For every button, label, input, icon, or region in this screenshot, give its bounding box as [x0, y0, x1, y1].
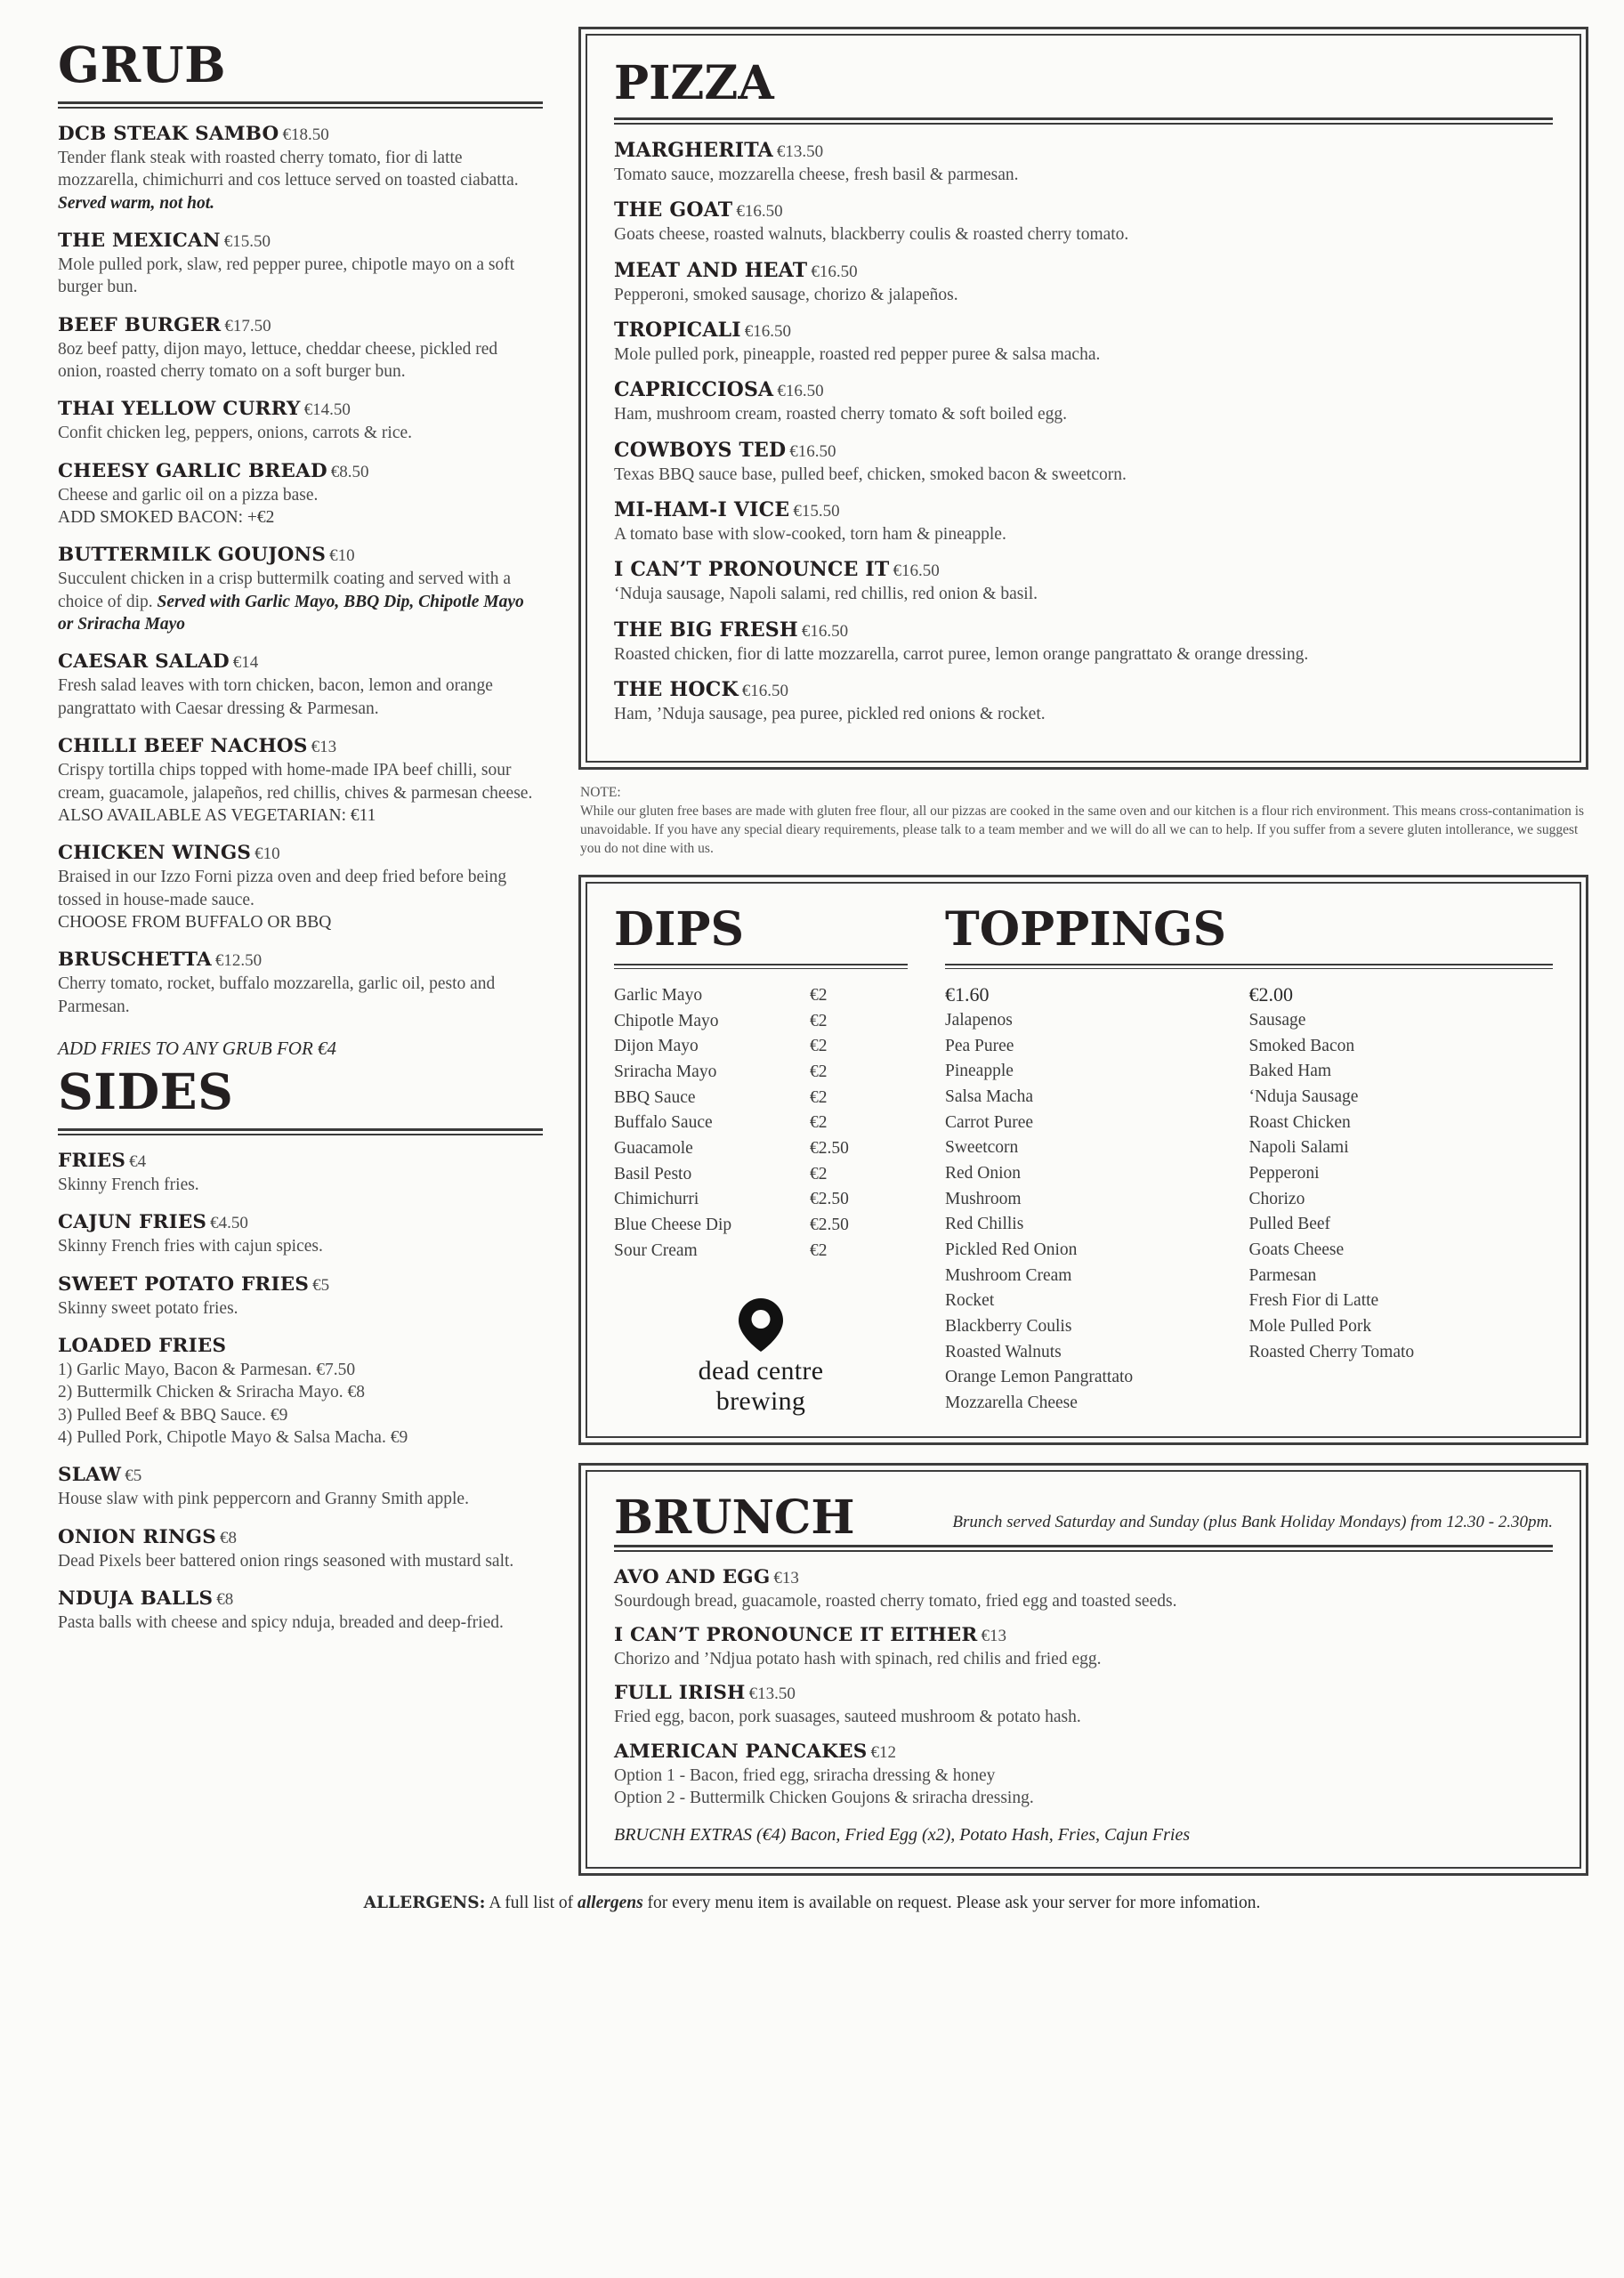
menu-item — [58, 460, 543, 529]
topping-item: Mushroom Cream — [945, 1265, 1072, 1285]
menu-item-description: A tomato base with slow-cooked, torn ham & pineapple. — [614, 525, 1006, 545]
menu-item-description: Cherry tomato, rocket, buffalo mozzarella, garlic oil, pesto and Parmesan. — [58, 974, 496, 1016]
dip-name: Dijon Mayo — [614, 1037, 699, 1056]
menu-item — [58, 1273, 543, 1320]
brunch-box-inner — [586, 1470, 1581, 1870]
menu-item — [58, 949, 543, 1018]
sides-divider — [58, 1128, 543, 1135]
menu-item-price: €16.50 — [801, 621, 849, 641]
allergens-label: ALLERGENS: — [363, 1894, 486, 1913]
menu-item-price: €8 — [216, 1590, 234, 1609]
menu-item — [614, 498, 1553, 545]
map-pin-icon — [737, 1297, 785, 1353]
menu-item-name: I CAN’T PRONOUNCE IT — [614, 558, 890, 582]
menu-item-price: €16.50 — [741, 682, 789, 701]
menu-item-price: €15.50 — [793, 502, 840, 521]
menu-item-name: AVO AND EGG — [614, 1565, 771, 1588]
logo-line-1: dead centre — [698, 1356, 824, 1386]
menu-item-name: TROPICALI — [614, 319, 741, 343]
menu-item-title-line — [614, 198, 1553, 222]
topping-item: Red Onion — [945, 1164, 1022, 1183]
topping-item: Pickled Red Onion — [945, 1240, 1078, 1260]
menu-item-description: Chorizo and ’Ndjua potato hash with spinach, red chilis and fried egg. — [614, 1649, 1102, 1668]
menu-item — [614, 198, 1553, 246]
toppings-tier-1 — [945, 983, 1249, 1417]
menu-item-name: THE MEXICAN — [58, 230, 221, 253]
dip-price: €2 — [810, 1113, 828, 1133]
dip-row — [614, 1162, 908, 1188]
toppings-price-1: €1.60 — [945, 983, 990, 1006]
topping-item: Smoked Bacon — [1248, 1036, 1355, 1055]
menu-item-name: FULL IRISH — [614, 1682, 746, 1705]
toppings-subcolumns — [945, 983, 1553, 1417]
topping-item: Baked Ham — [1248, 1062, 1332, 1081]
menu-item — [58, 842, 543, 933]
toppings-tier-2 — [1249, 983, 1554, 1417]
menu-item-name: DCB STEAK SAMBO — [58, 123, 279, 145]
menu-item — [614, 618, 1553, 666]
toppings-heading: TOPPINGS — [945, 902, 1227, 957]
menu-item — [58, 1150, 543, 1196]
dip-name: BBQ Sauce — [614, 1087, 696, 1107]
menu-item-title-line — [58, 650, 543, 673]
menu-item-price: €12.50 — [214, 951, 263, 971]
menu-item-title-line — [614, 139, 1553, 162]
menu-item-name: LOADED FRIES — [58, 1334, 227, 1357]
dip-row — [614, 1111, 908, 1136]
pizza-divider — [614, 117, 1553, 125]
brunch-box — [578, 1463, 1588, 1877]
menu-item-title-line — [58, 1335, 543, 1357]
menu-item-description: Tender flank steak with roasted cherry tomato, fior di latte mozzarella, chimichurri and cos lettuce served on toasted ciabatta. Served warm, not hot. — [58, 149, 519, 213]
menu-item — [614, 378, 1553, 425]
dip-price: €2 — [810, 986, 828, 1006]
brunch-heading: BRUNCH — [614, 1490, 855, 1545]
menu-item — [58, 123, 543, 214]
right-column — [570, 27, 1588, 1876]
dip-row — [614, 1187, 908, 1213]
dips-toppings-columns — [614, 902, 1553, 1417]
menu-item-price: €16.50 — [811, 262, 858, 281]
topping-item: Rocket — [945, 1291, 995, 1311]
menu-item-name: BEEF BURGER — [58, 313, 222, 336]
menu-item — [614, 1682, 1553, 1728]
topping-item: Roasted Walnuts — [945, 1342, 1062, 1361]
menu-item — [58, 1526, 543, 1572]
dip-price: €2 — [810, 1240, 828, 1260]
topping-item: Pineapple — [945, 1062, 1014, 1081]
menu-item — [614, 558, 1553, 605]
menu-item-name: THE HOCK — [614, 678, 739, 702]
dip-price: €2.50 — [810, 1139, 849, 1159]
menu-item-name: ONION RINGS — [58, 1525, 216, 1548]
menu-columns — [36, 27, 1588, 1876]
topping-item: Sweetcorn — [945, 1138, 1019, 1158]
brewery-logo — [614, 1297, 908, 1416]
menu-item — [614, 1566, 1553, 1612]
left-column — [36, 27, 570, 1876]
menu-item — [58, 230, 543, 299]
brunch-header-row — [614, 1490, 1553, 1545]
menu-item-title-line — [614, 439, 1553, 462]
topping-item: Sausage — [1248, 1011, 1306, 1030]
menu-item-name: CHICKEN WINGS — [58, 842, 252, 865]
menu-item-description: Goats cheese, roasted walnuts, blackberry coulis & roasted cherry tomato. — [614, 225, 1129, 245]
topping-item: Parmesan — [1248, 1265, 1317, 1285]
topping-item: Jalapenos — [945, 1011, 1013, 1030]
menu-item-description: Succulent chicken in a crisp buttermilk coating and served with a choice of dip. Served with Garlic Mayo, BBQ Dip, Chipotle Mayo or Sriracha Mayo — [58, 570, 524, 634]
topping-item: Goats Cheese — [1248, 1240, 1345, 1260]
dips-toppings-box — [578, 875, 1588, 1445]
menu-item-title-line — [614, 1741, 1553, 1763]
menu-item-price: €5 — [125, 1466, 142, 1486]
dip-name: Sour Cream — [614, 1240, 698, 1260]
menu-item-description: Pepperoni, smoked sausage, chorizo & jalapeños. — [614, 285, 958, 304]
topping-item: Carrot Puree — [945, 1112, 1034, 1132]
menu-item-title-line — [58, 1273, 543, 1296]
menu-item-price: €14.50 — [303, 400, 351, 420]
brunch-extras: BRUCNH EXTRAS (€4) Bacon, Fried Egg (x2), Potato Hash, Fries, Cajun Fries — [614, 1825, 1191, 1846]
menu-item-name: COWBOYS TED — [614, 438, 787, 462]
menu-item-description: Confit chicken leg, peppers, onions, carrots & rice. — [58, 424, 413, 443]
menu-item-price: €16.50 — [789, 441, 836, 461]
menu-item-title-line — [614, 678, 1553, 701]
menu-item-description: Option 1 - Bacon, fried egg, sriracha dressing & honey Option 2 - Buttermilk Chicken Goujons & sriracha dressing. — [614, 1765, 1034, 1807]
menu-item-price: €10 — [329, 546, 355, 566]
menu-item-name: CAJUN FRIES — [58, 1211, 207, 1234]
grub-item-list — [58, 123, 543, 1018]
menu-item-title-line — [58, 1150, 543, 1172]
dip-row — [614, 1060, 908, 1086]
menu-item-title-line — [58, 398, 543, 420]
topping-item: ‘Nduja Sausage — [1248, 1087, 1359, 1107]
dips-heading: DIPS — [614, 902, 745, 957]
menu-item-name: THE GOAT — [614, 198, 733, 222]
menu-item-price: €13.50 — [776, 142, 824, 161]
menu-item-price: €13 — [311, 738, 337, 757]
menu-item-description: Pasta balls with cheese and spicy nduja, breaded and deep-fried. — [58, 1613, 504, 1632]
menu-item-name: BRUSCHETTA — [58, 949, 212, 972]
menu-item — [58, 314, 543, 384]
menu-item-price: €4 — [129, 1151, 147, 1171]
menu-item-price: €13 — [981, 1626, 1006, 1645]
dip-name: Sriracha Mayo — [614, 1062, 717, 1082]
menu-item-description: ‘Nduja sausage, Napoli salami, red chillis, red onion & basil. — [614, 585, 1038, 604]
menu-item-title-line — [614, 378, 1553, 401]
dip-price: €2 — [810, 1164, 828, 1183]
menu-item-price: €14 — [232, 653, 259, 673]
menu-item-description: Mole pulled pork, pineapple, roasted red pepper puree & salsa macha. — [614, 345, 1101, 365]
pizza-heading: PIZZA — [614, 56, 774, 110]
menu-item-title-line — [58, 1211, 543, 1233]
menu-item-title-line — [58, 460, 543, 482]
dips-divider — [614, 964, 908, 969]
menu-item-price: €16.50 — [777, 382, 824, 401]
menu-item — [58, 1335, 543, 1449]
dips-list — [614, 983, 908, 1264]
menu-item-price: €10 — [255, 844, 280, 864]
topping-item: Chorizo — [1248, 1189, 1305, 1208]
gluten-note — [580, 784, 1587, 859]
brunch-item-list — [614, 1566, 1553, 1810]
topping-item: Napoli Salami — [1248, 1138, 1349, 1158]
menu-item — [58, 1464, 543, 1510]
dip-name: Chimichurri — [614, 1190, 699, 1209]
menu-item — [614, 319, 1553, 366]
sides-item-list — [58, 1150, 543, 1634]
menu-item-description: 1) Garlic Mayo, Bacon & Parmesan. €7.50 2) Buttermilk Chicken & Sriracha Mayo. €8 3) Pulled Beef & BBQ Sauce. €9 4) Pulled Pork, Chipotle Mayo & Salsa Macha. €9 — [58, 1360, 408, 1447]
menu-item-emphasis: Served with Garlic Mayo, BBQ Dip, Chipotle Mayo or Sriracha Mayo — [58, 592, 524, 634]
menu-item-description: Texas BBQ sauce base, pulled beef, chicken, smoked bacon & sweetcorn. — [614, 464, 1127, 484]
gluten-note-text: While our gluten free bases are made with gluten free flour, all our pizzas are cooked in the same oven and our kitchen is a flour rich environment. This means cross-contanimation is unavoidable. If you have any special dieary requirements, please talk to a team member and we will do all we can to help. If you suffer from a severe gluten intollerance, we suggest you do not dine with us. — [580, 804, 1585, 857]
menu-item-description: Skinny French fries. — [58, 1175, 199, 1194]
menu-item-title-line — [58, 1587, 543, 1610]
menu-item-description: Tomato sauce, mozzarella cheese, fresh basil & parmesan. — [614, 166, 1019, 184]
dip-price: €2.50 — [810, 1216, 849, 1235]
menu-item-name: MEAT AND HEAT — [614, 258, 808, 282]
menu-item-description: Ham, mushroom cream, roasted cherry tomato & soft boiled egg. — [614, 405, 1068, 424]
menu-item-name: BUTTERMILK GOUJONS — [58, 544, 327, 567]
topping-item: Mozzarella Cheese — [945, 1393, 1078, 1412]
menu-item-description: Cheese and garlic oil on a pizza base. — [58, 485, 319, 505]
menu-item-title-line — [58, 1526, 543, 1548]
menu-item-name: NDUJA BALLS — [58, 1587, 214, 1610]
menu-item-description: Fried egg, bacon, pork suasages, sauteed mushroom & potato hash. — [614, 1708, 1081, 1727]
topping-item: Blackberry Coulis — [945, 1317, 1072, 1336]
menu-item-name: FRIES — [58, 1149, 126, 1172]
dip-name: Chipotle Mayo — [614, 1011, 719, 1030]
menu-item — [58, 1587, 543, 1634]
grub-heading: GRUB — [58, 36, 227, 93]
menu-item-price: €8.50 — [330, 462, 369, 481]
dip-row — [614, 1239, 908, 1264]
menu-item-price: €15.50 — [223, 232, 271, 252]
menu-item-emphasis: Served warm, not hot. — [58, 193, 215, 213]
dip-row — [614, 1086, 908, 1111]
menu-item-option-note: ADD SMOKED BACON: +€2 — [58, 508, 275, 528]
menu-item-name: THAI YELLOW CURRY — [58, 398, 301, 421]
menu-item-description: Dead Pixels beer battered onion rings seasoned with mustard salt. — [58, 1551, 514, 1571]
dip-price: €2 — [810, 1087, 828, 1107]
menu-item-price: €5 — [312, 1275, 330, 1295]
dip-price: €2.50 — [810, 1190, 849, 1209]
sides-heading: SIDES — [58, 1062, 234, 1120]
menu-item-price: €17.50 — [224, 316, 271, 335]
menu-item-name: MI-HAM-I VICE — [614, 498, 790, 522]
toppings-price-2: €2.00 — [1248, 983, 1293, 1006]
allergens-text-after: for every menu item is available on request. Please ask your server for more infomation. — [642, 1894, 1261, 1913]
topping-item: Roast Chicken — [1248, 1112, 1351, 1132]
menu-item-name: CHEESY GARLIC BREAD — [58, 459, 327, 482]
topping-item: Salsa Macha — [945, 1087, 1034, 1107]
menu-item — [614, 1624, 1553, 1670]
dip-name: Guacamole — [614, 1139, 693, 1159]
menu-item-price: €8 — [219, 1528, 237, 1547]
topping-item: Pulled Beef — [1248, 1215, 1331, 1234]
menu-item-title-line — [614, 319, 1553, 342]
menu-item-title-line — [58, 735, 543, 757]
allergens-text-before: A full list of — [485, 1894, 578, 1913]
menu-item-title-line — [614, 1682, 1553, 1704]
pizza-box — [578, 27, 1588, 770]
topping-item: Mushroom — [945, 1189, 1022, 1208]
menu-item-description: Fresh salad leaves with torn chicken, bacon, lemon and orange pangrattato with Caesar dressing & Parmesan. — [58, 676, 493, 718]
toppings-list-1 — [945, 1008, 1249, 1417]
menu-item-description: Mole pulled pork, slaw, red pepper puree, chipotle mayo on a soft burger bun. — [58, 255, 515, 297]
dip-name: Blue Cheese Dip — [614, 1216, 732, 1235]
menu-item-name: CHILLI BEEF NACHOS — [58, 735, 308, 758]
toppings-column — [908, 902, 1553, 1417]
toppings-list-2 — [1249, 1008, 1554, 1365]
menu-item-title-line — [58, 230, 543, 252]
menu-item — [58, 1211, 543, 1257]
menu-item-price: €16.50 — [893, 561, 940, 581]
allergens-footer — [36, 1894, 1588, 1913]
menu-item — [614, 439, 1553, 486]
menu-item-name: CAESAR SALAD — [58, 650, 230, 674]
menu-item-title-line — [614, 558, 1553, 581]
topping-item: Mole Pulled Pork — [1248, 1317, 1372, 1336]
menu-item-name: CAPRICCIOSA — [614, 378, 774, 402]
pizza-box-inner — [586, 34, 1581, 763]
topping-item: Red Chillis — [945, 1215, 1024, 1234]
menu-item-name: I CAN’T PRONOUNCE IT EITHER — [614, 1623, 978, 1646]
brunch-hours-note: Brunch served Saturday and Sunday (plus Bank Holiday Mondays) from 12.30 - 2.30pm. — [952, 1512, 1553, 1531]
menu-item-description: Skinny sweet potato fries. — [58, 1298, 238, 1318]
dips-column — [614, 902, 908, 1417]
menu-item-title-line — [58, 123, 543, 145]
toppings-divider — [945, 964, 1553, 969]
dip-price: €2 — [810, 1011, 828, 1030]
menu-item-description: Braised in our Izzo Forni pizza oven and deep fried before being tossed in house-made sauce. — [58, 868, 507, 909]
menu-item-name: AMERICAN PANCAKES — [614, 1740, 868, 1763]
menu-item-description: Skinny French fries with cajun spices. — [58, 1237, 323, 1256]
topping-item: Fresh Fior di Latte — [1248, 1291, 1379, 1311]
dip-row — [614, 1213, 908, 1239]
menu-item-title-line — [58, 842, 543, 864]
dip-row — [614, 1034, 908, 1060]
grub-divider — [58, 101, 543, 109]
menu-item-description: Crispy tortilla chips topped with home-made IPA beef chilli, sour cream, guacamole, jalapeños, red chillis, chives & parmesan cheese. — [58, 761, 533, 803]
logo-line-2: brewing — [715, 1385, 806, 1416]
menu-item — [58, 398, 543, 444]
dip-name: Basil Pesto — [614, 1164, 692, 1183]
menu-item-price: €13.50 — [748, 1684, 796, 1704]
menu-item-description: Ham, ’Nduja sausage, pea puree, pickled red onions & rocket. — [614, 705, 1046, 724]
menu-item-title-line — [58, 544, 543, 566]
menu-item-title-line — [614, 498, 1553, 521]
menu-item — [614, 139, 1553, 186]
menu-item-option-note: ALSO AVAILABLE AS VEGETARIAN: €11 — [58, 805, 376, 825]
dip-row — [614, 983, 908, 1009]
dip-row — [614, 1136, 908, 1162]
menu-item-title-line — [614, 259, 1553, 282]
menu-item-title-line — [58, 314, 543, 336]
dip-price: €2 — [810, 1037, 828, 1056]
menu-item-description: House slaw with pink peppercorn and Granny Smith apple. — [58, 1490, 469, 1509]
menu-item — [614, 678, 1553, 725]
menu-item-name: SLAW — [58, 1464, 122, 1487]
menu-item-title-line — [58, 949, 543, 971]
pizza-item-list — [614, 139, 1553, 725]
brunch-divider — [614, 1545, 1553, 1552]
menu-item — [614, 1741, 1553, 1810]
allergens-emphasis: allergens — [578, 1894, 643, 1913]
menu-item-title-line — [58, 1464, 543, 1486]
menu-item-name: SWEET POTATO FRIES — [58, 1272, 310, 1296]
menu-item-price: €16.50 — [744, 322, 792, 342]
menu-item-title-line — [614, 618, 1553, 642]
menu-item-description: Roasted chicken, fior di latte mozzarella, carrot puree, lemon orange pangrattato & orange dressing. — [614, 644, 1309, 664]
topping-item: Pepperoni — [1248, 1164, 1320, 1183]
menu-item — [614, 259, 1553, 306]
topping-item: Orange Lemon Pangrattato — [945, 1368, 1134, 1387]
menu-item — [58, 650, 543, 720]
dips-toppings-inner — [586, 882, 1581, 1438]
menu-item-price: €18.50 — [282, 125, 329, 144]
dip-name: Garlic Mayo — [614, 986, 703, 1006]
dip-row — [614, 1009, 908, 1035]
menu-item — [58, 544, 543, 635]
topping-item: Pea Puree — [945, 1036, 1014, 1055]
add-fries-note: ADD FRIES TO ANY GRUB FOR €4 — [58, 1037, 337, 1059]
dip-price: €2 — [810, 1062, 828, 1082]
menu-item-name: THE BIG FRESH — [614, 618, 798, 642]
topping-item: Roasted Cherry Tomato — [1248, 1342, 1415, 1361]
menu-item-name: MARGHERITA — [614, 139, 773, 162]
menu-item-title-line — [614, 1624, 1553, 1646]
menu-item-description: Sourdough bread, guacamole, roasted cherry tomato, fried egg and toasted seeds. — [614, 1591, 1177, 1611]
menu-item-option-note: CHOOSE FROM BUFFALO OR BBQ — [58, 912, 332, 932]
menu-item-price: €16.50 — [736, 202, 783, 222]
menu-item-price: €4.50 — [210, 1214, 248, 1233]
menu-item-price: €12 — [870, 1742, 896, 1762]
menu-item — [58, 735, 543, 827]
menu-item-price: €13 — [773, 1568, 799, 1587]
gluten-note-label: NOTE: — [580, 785, 621, 801]
menu-item-description: 8oz beef patty, dijon mayo, lettuce, cheddar cheese, pickled red onion, roasted cherry tomato on a soft burger bun. — [58, 339, 498, 382]
dip-name: Buffalo Sauce — [614, 1113, 713, 1133]
menu-item-title-line — [614, 1566, 1553, 1588]
